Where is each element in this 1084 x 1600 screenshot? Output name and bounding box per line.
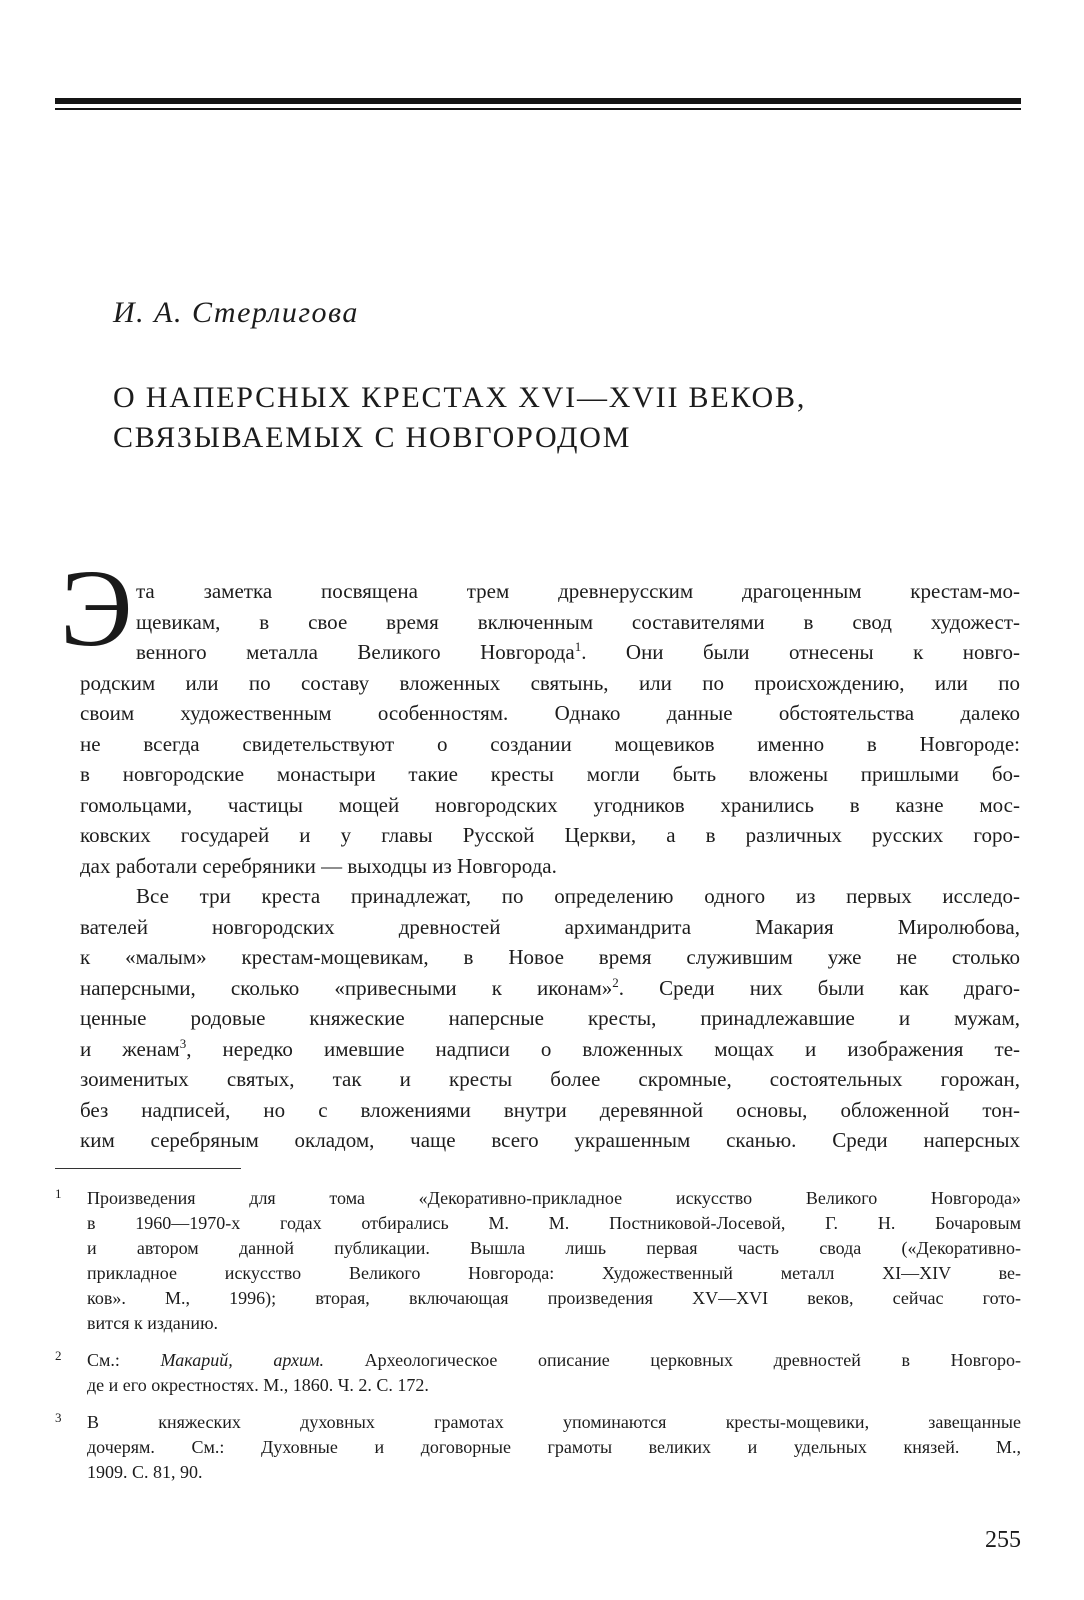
footnote-1 [55, 1186, 1021, 1336]
body-line: своим художественным особенностям. Однако данные обстоятельства далеко [80, 701, 1020, 725]
body-line: Все три креста принадлежат, по определению одного из первых исследо- [136, 884, 1020, 908]
body-line: не всегда свидетельствуют о создании мощевиков именно в Новгороде: [80, 731, 1020, 756]
footnote-text [87, 1410, 1021, 1485]
footnote-line: в 1960—1970-х годах отбирались М. М. Постниковой-Лосевой, Г. Н. Бочаровым [87, 1213, 1021, 1233]
footnote-ref[interactable]: 2 [612, 974, 619, 990]
body-line: в новгородские монастыри такие кресты могли быть вложены пришлыми бо- [80, 762, 1020, 786]
body-line [80, 637, 1020, 668]
header-rule-thin [55, 108, 1021, 110]
footnote-line: прикладное искусство Великого Новгорода: Художественный металл XI—XIV ве- [87, 1263, 1021, 1283]
footnote-line: вится к изданию. [87, 1313, 219, 1333]
footnote-text [87, 1348, 1021, 1398]
footnote-line: и автором данной публикации. Вышла лишь первая часть свода («Декоративно- [87, 1238, 1021, 1258]
body-text: , нередко имевшие надписи о вложенных мощах и изображения те- [186, 1036, 1021, 1061]
article-title [113, 378, 1013, 458]
body-line: родским или по составу вложенных святынь, или по происхождению, или по [80, 670, 1020, 695]
body-line: вателей новгородских древностей архимандрита Макария Миролюбова, [80, 914, 1020, 939]
title-line: О НАПЕРСНЫХ КРЕСТАХ XVI—XVII ВЕКОВ, [113, 381, 807, 414]
footnote-number: 1 [55, 1186, 62, 1201]
footnote-separator [55, 1168, 241, 1169]
body-text: . Среди них были как драго- [618, 975, 1020, 1000]
footnote-line: де и его окрестностях. М., 1860. Ч. 2. С. 172. [87, 1375, 429, 1395]
body-text: наперсными, сколько «привесными к иконам» [80, 975, 613, 1000]
body-line: к «малым» крестам-мощевикам, в Новое время служившим уже не столько [80, 945, 1020, 969]
footnote-author: Макарий, архим. [160, 1350, 324, 1370]
header-rule-thick [55, 98, 1021, 104]
body-line: ким серебряным окладом, чаще всего украшенным сканью. Среди наперсных [80, 1128, 1020, 1152]
footnote-prefix: См.: [87, 1350, 161, 1370]
article-body [80, 576, 1020, 1156]
body-line: без надписей, но с вложениями внутри деревянной основы, обложенной тон- [80, 1097, 1020, 1122]
footnote-number: 3 [55, 1410, 62, 1425]
body-line: зоименитых святых, так и кресты более скромные, состоятельных горожан, [80, 1067, 1020, 1091]
body-line: дах работали серебряники — выходцы из Новгорода. [80, 853, 557, 878]
body-line: та заметка посвящена трем древнерусским драгоценным крестам-мо- [136, 579, 1020, 603]
body-text: . Они были отнесены к новго- [581, 640, 1021, 664]
body-line: ковских государей и у главы Русской Церкви, а в различных русских горо- [80, 823, 1020, 847]
footnotes [55, 1186, 1021, 1497]
footnote-ref[interactable]: 1 [574, 639, 582, 654]
body-line: щевикам, в свое время включенным составителями в свод художест- [136, 609, 1020, 634]
body-line [80, 1034, 1020, 1065]
footnote-3 [55, 1410, 1021, 1485]
drop-cap: Э [60, 547, 133, 669]
body-line [80, 973, 1020, 1004]
footnote-line: 1909. С. 81, 90. [87, 1462, 203, 1482]
footnote-2 [55, 1348, 1021, 1398]
body-text: и женам [80, 1036, 180, 1061]
body-text: венного металла Великого Новгорода [136, 640, 575, 664]
body-line: гомольцами, частицы мощей новгородских угодников хранились в казне мос- [80, 792, 1020, 817]
footnote-line: Произведения для тома «Декоративно-прикладное искусство Великого Новгорода» [87, 1188, 1021, 1208]
footnote-ref[interactable]: 3 [179, 1035, 187, 1051]
footnote-line: В княжеских духовных грамотах упоминаются кресты-мощевики, завещанные [87, 1412, 1021, 1432]
footnote-text [87, 1186, 1021, 1336]
footnote-text-run: Археологическое описание церковных древностей в Новгоро- [323, 1350, 1021, 1370]
title-line: СВЯЗЫВАЕМЫХ С НОВГОРОДОМ [113, 421, 632, 454]
footnote-line: ков». М., 1996); вторая, включающая произведения XV—XVI веков, сейчас гото- [87, 1288, 1021, 1308]
footnote-line [87, 1348, 1021, 1373]
author-name: И. А. Стерлигова [113, 296, 359, 329]
body-line: ценные родовые княжеские наперсные кресты, принадлежавшие и мужам, [80, 1006, 1020, 1030]
footnote-number: 2 [55, 1348, 62, 1363]
footnote-line: дочерям. См.: Духовные и договорные грамоты великих и удельных князей. М., [87, 1437, 1021, 1457]
page-number: 255 [985, 1527, 1021, 1553]
